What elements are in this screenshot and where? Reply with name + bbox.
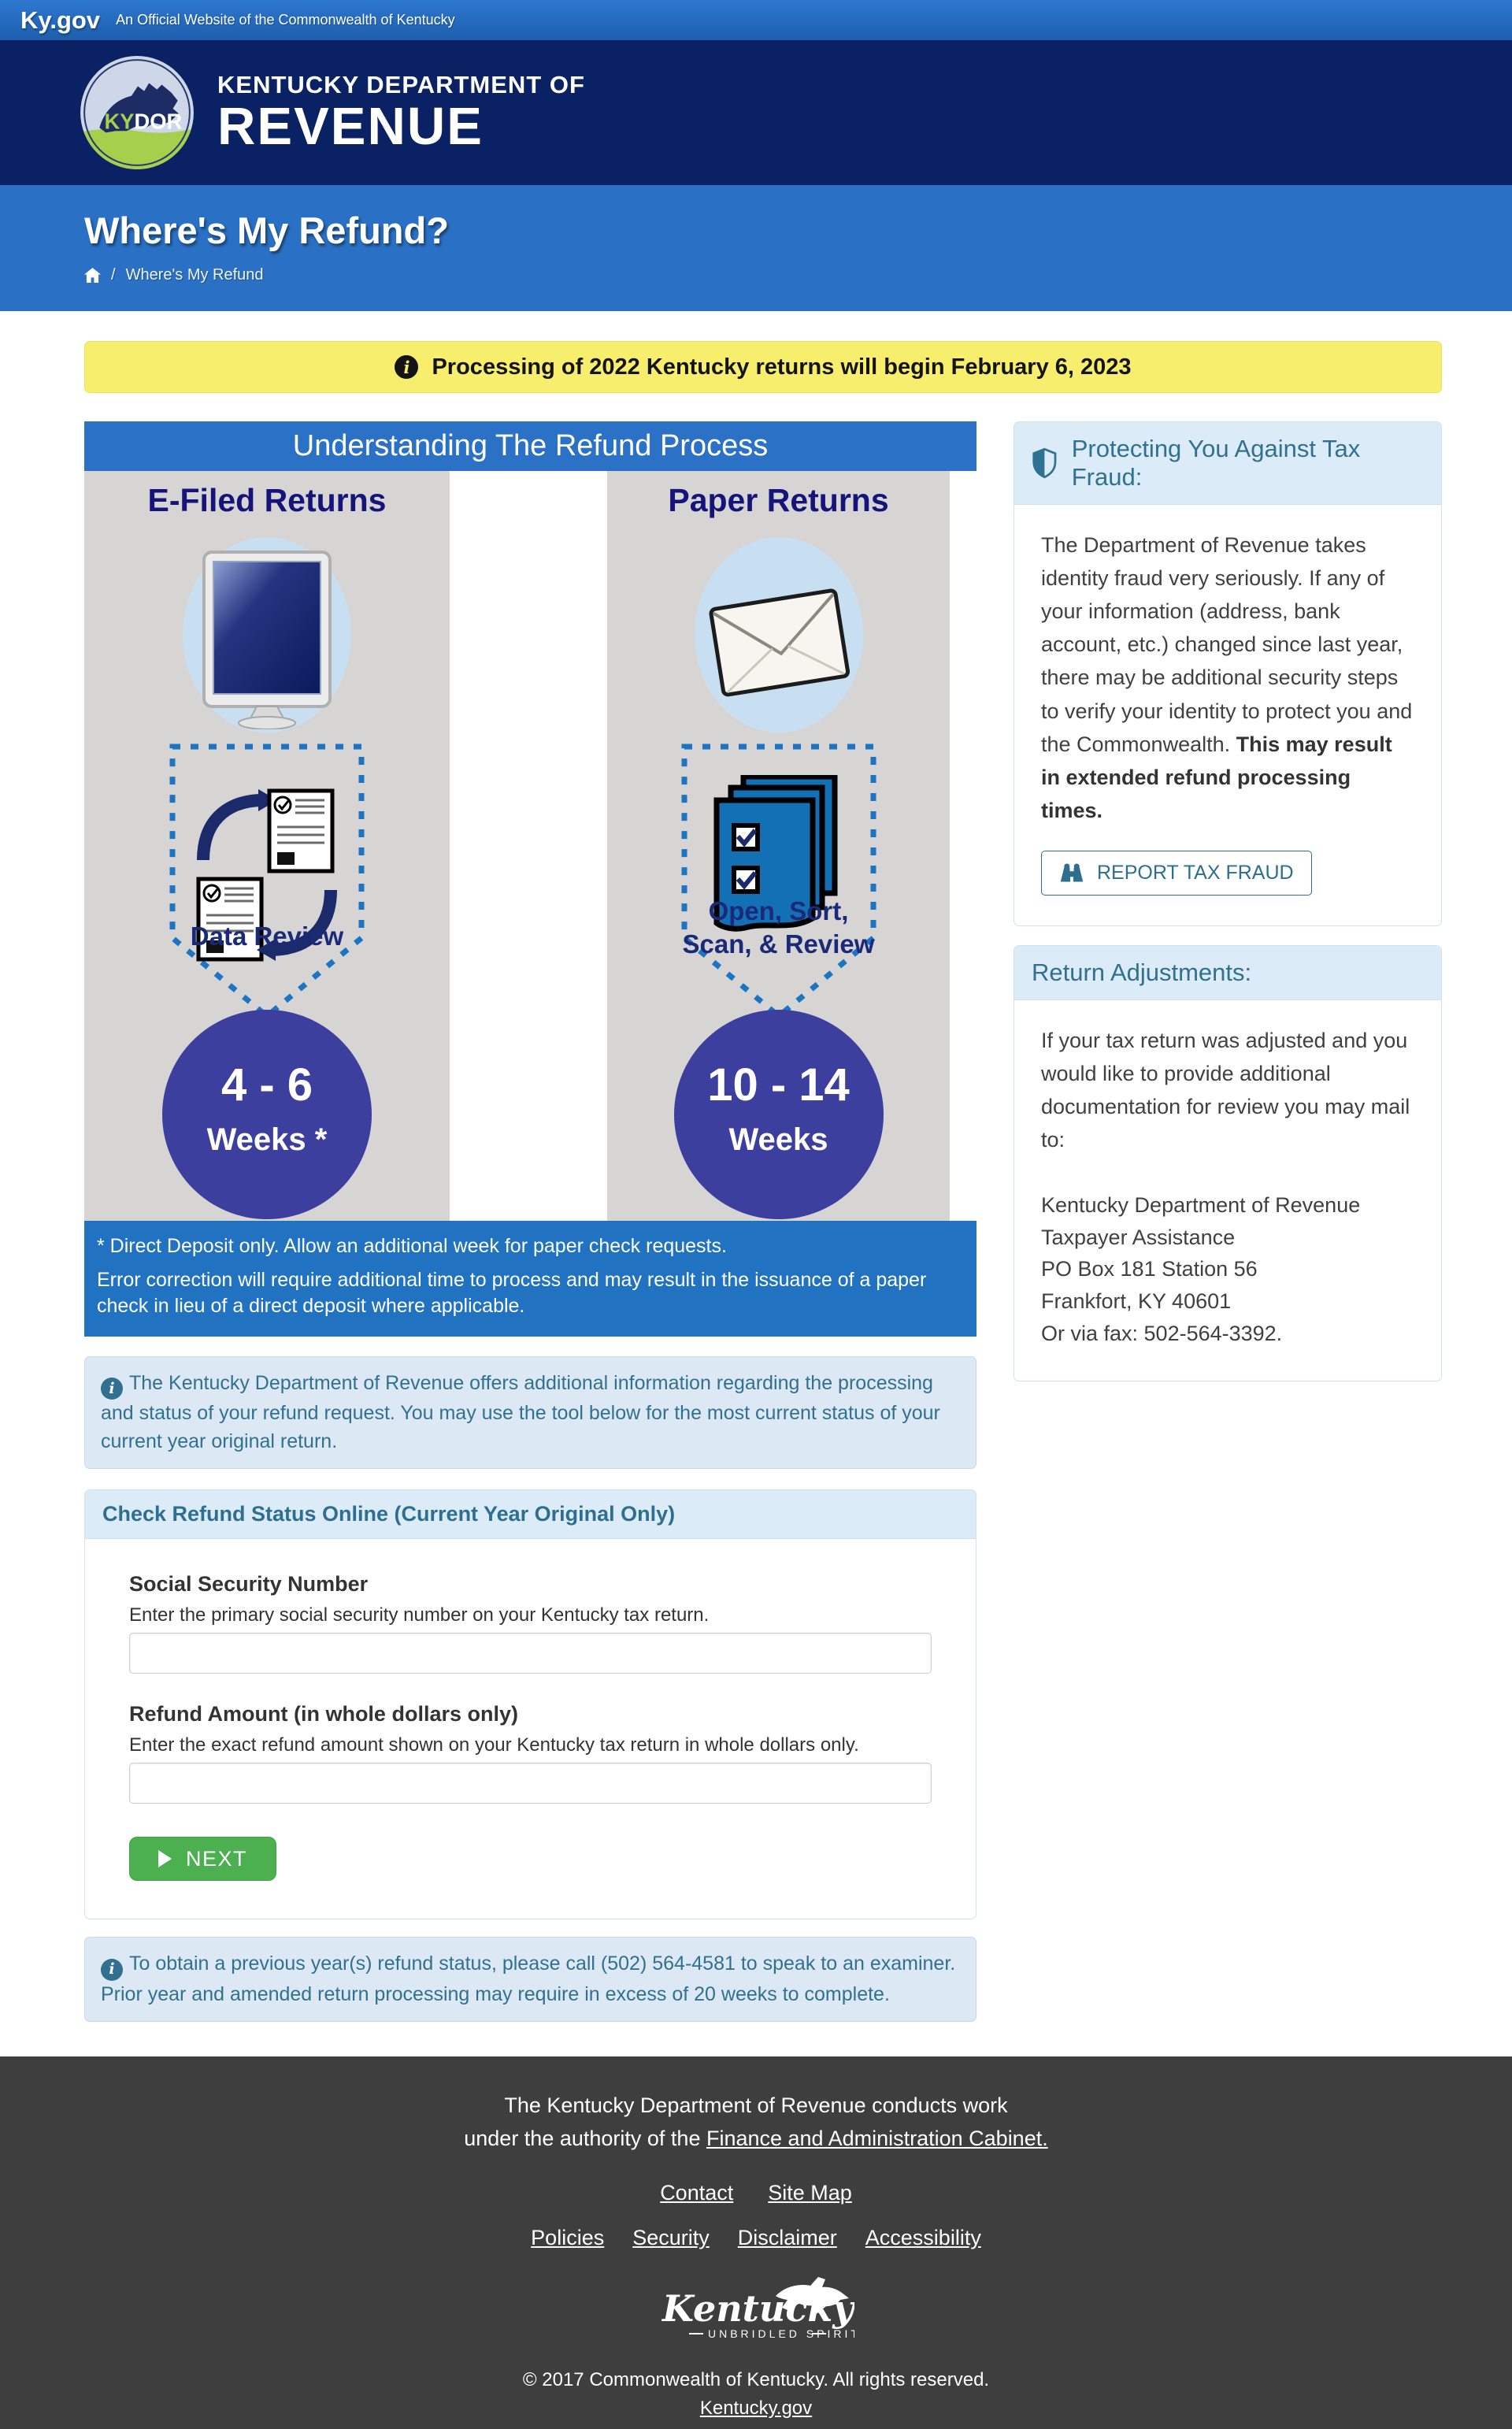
footer-primary-links <box>0 2181 1512 2205</box>
paper-weeks-circle <box>674 1010 884 1219</box>
report-tax-fraud-button[interactable] <box>1041 851 1312 896</box>
return-adjustments-panel <box>1014 945 1442 1381</box>
paper-weeks-unit: Weeks <box>728 1122 828 1157</box>
return-adjustments-intro: If your tax return was adjusted and you would like to provide additional documentation for review you may mail to: <box>1041 1028 1410 1152</box>
next-button[interactable] <box>129 1837 276 1881</box>
info-icon: i <box>395 355 418 379</box>
paper-weeks-value: 10 - 14 <box>707 1059 850 1111</box>
report-tax-fraud-label: REPORT TAX FRAUD <box>1097 861 1294 884</box>
paper-title: Paper Returns <box>668 482 889 518</box>
prior-year-info-text: To obtain a previous year(s) refund status, please call (502) 564-4581 to speak to an examiner. Prior year and amended return processing may require in excess of 20 weeks to complete. <box>101 1952 956 2005</box>
address-line: Taxpayer Assistance <box>1041 1225 1236 1249</box>
kygov-tagline: An Official Website of the Commonwealth of Kentucky <box>116 12 455 28</box>
home-icon <box>84 268 101 283</box>
page-banner <box>0 185 1512 311</box>
processing-info-note <box>84 1356 976 1469</box>
shield-icon <box>1032 447 1058 479</box>
breadcrumb-separator: / <box>111 266 116 284</box>
logo-kydor-text: KYDOR <box>104 109 183 134</box>
agency-dept-line: KENTUCKY DEPARTMENT OF <box>217 71 585 98</box>
infographic-footnote <box>84 1221 976 1337</box>
main-content <box>84 341 1442 2022</box>
kentucky-gov-link[interactable]: Kentucky.gov <box>699 2397 813 2420</box>
tax-fraud-header-text: Protecting You Against Tax Fraud: <box>1071 435 1361 491</box>
processing-alert <box>84 341 1442 393</box>
processing-info-text: The Kentucky Department of Revenue offers additional information regarding the processing and status of your refund request. You may use the tool below for the most current status of your current year original return. <box>101 1372 940 1452</box>
fax-line: Or via fax: 502-564-3392. <box>1041 1322 1283 1346</box>
refund-status-panel <box>84 1489 976 1919</box>
refund-process-infographic <box>84 421 976 1337</box>
address-line: Kentucky Department of Revenue <box>1041 1193 1361 1218</box>
sidebar <box>1014 421 1442 1400</box>
efiled-step-label: Data Review <box>190 922 344 951</box>
footer-link-accessibility[interactable]: Accessibility <box>865 2226 981 2250</box>
refund-amount-help-text: Enter the exact refund amount shown on your Kentucky tax return in whole dollars only. <box>129 1734 859 1756</box>
footer-authority-line2: under the authority of the Finance and Administration Cabinet. <box>464 2127 1048 2151</box>
refund-amount-input[interactable] <box>129 1763 932 1804</box>
unbridled-spirit-text: UNBRIDLED SPIRIT <box>708 2327 854 2341</box>
footnote-direct-deposit: * Direct Deposit only. Allow an additional week for paper check requests. <box>97 1235 727 1257</box>
footer-authority-line1: The Kentucky Department of Revenue conducts work <box>504 2093 1008 2118</box>
paper-step-label: Open, Sort, Scan, & Review <box>682 896 875 959</box>
efiled-weeks-unit: Weeks * <box>206 1122 328 1157</box>
footer-link-sitemap[interactable]: Site Map <box>768 2181 852 2205</box>
processing-alert-text: Processing of 2022 Kentucky returns will begin February 6, 2023 <box>432 354 1132 380</box>
efiled-title: E-Filed Returns <box>147 482 387 518</box>
address-line: PO Box 181 Station 56 <box>1041 1257 1258 1281</box>
refund-process-column <box>84 421 976 2022</box>
address-line: Frankfort, KY 40601 <box>1041 1289 1232 1313</box>
footer-copyright: © 2017 Commonwealth of Kentucky. All rights reserved. <box>522 2369 990 2391</box>
kygov-topbar <box>0 0 1512 40</box>
ssn-input[interactable] <box>129 1633 932 1674</box>
kentucky-logo-text: Kentucky <box>662 2287 854 2331</box>
agency-header <box>0 40 1512 185</box>
kygov-brand[interactable]: Ky.gov <box>20 6 101 34</box>
tax-fraud-body-bold: This may result in extended refund processing times. <box>1041 732 1392 822</box>
refund-amount-field-group <box>129 1702 932 1804</box>
footer <box>0 2056 1512 2429</box>
computer-monitor-icon <box>200 548 334 729</box>
ssn-label: Social Security Number <box>129 1572 369 1596</box>
breadcrumb-current: Where's My Refund <box>125 266 264 284</box>
tax-fraud-panel <box>1014 421 1442 926</box>
efiled-weeks-circle <box>162 1010 372 1219</box>
agency-dept-name: REVENUE <box>217 97 484 156</box>
binoculars-icon <box>1059 862 1084 883</box>
refund-amount-label: Refund Amount (in whole dollars only) <box>129 1702 518 1726</box>
return-adjustments-header <box>1014 946 1441 1000</box>
paper-column <box>607 471 950 1221</box>
kentucky-unbridled-spirit-logo <box>0 2272 1512 2353</box>
page-title: Where's My Refund? <box>84 210 449 251</box>
play-icon <box>158 1850 172 1867</box>
return-adjustments-header-text: Return Adjustments: <box>1032 958 1252 986</box>
info-icon: i <box>101 1959 123 1981</box>
breadcrumb-home-link[interactable] <box>84 268 101 283</box>
breadcrumb <box>84 266 1512 284</box>
next-button-label: NEXT <box>186 1846 248 1871</box>
footer-link-contact[interactable]: Contact <box>660 2181 734 2205</box>
tax-fraud-panel-header <box>1014 422 1441 505</box>
ssn-field-group <box>129 1572 932 1674</box>
envelope-icon <box>696 564 862 714</box>
mailing-address <box>1041 1189 1414 1317</box>
finance-cabinet-link[interactable]: Finance and Administration Cabinet. <box>706 2127 1048 2151</box>
infographic-title: Understanding The Refund Process <box>84 421 976 471</box>
footer-secondary-links <box>0 2226 1512 2250</box>
agency-wordmark <box>217 71 585 156</box>
footer-link-policies[interactable]: Policies <box>531 2226 605 2250</box>
footer-link-disclaimer[interactable]: Disclaimer <box>737 2226 837 2250</box>
info-icon: i <box>101 1378 123 1400</box>
prior-year-info-note <box>84 1937 976 2022</box>
footnote-error-correction: Error correction will require additional time to process and may result in the issuance of a paper check in lieu of a direct deposit where applicable. <box>97 1269 927 1317</box>
kydor-logo[interactable] <box>77 53 197 172</box>
tax-fraud-body: The Department of Revenue takes identity fraud very seriously. If any of your information (address, bank account, etc.) changed since last year, there may be additional security steps to verify your identity to protect you and the Commonwealth. This may result in extended refund processing times. <box>1041 533 1413 822</box>
efiled-weeks-value: 4 - 6 <box>220 1059 313 1111</box>
efiled-column <box>84 471 450 1221</box>
ssn-help-text: Enter the primary social security number on your Kentucky tax return. <box>129 1604 710 1626</box>
footer-link-security[interactable]: Security <box>632 2226 710 2250</box>
refund-status-panel-header: Check Refund Status Online (Current Year Original Only) <box>85 1490 976 1539</box>
